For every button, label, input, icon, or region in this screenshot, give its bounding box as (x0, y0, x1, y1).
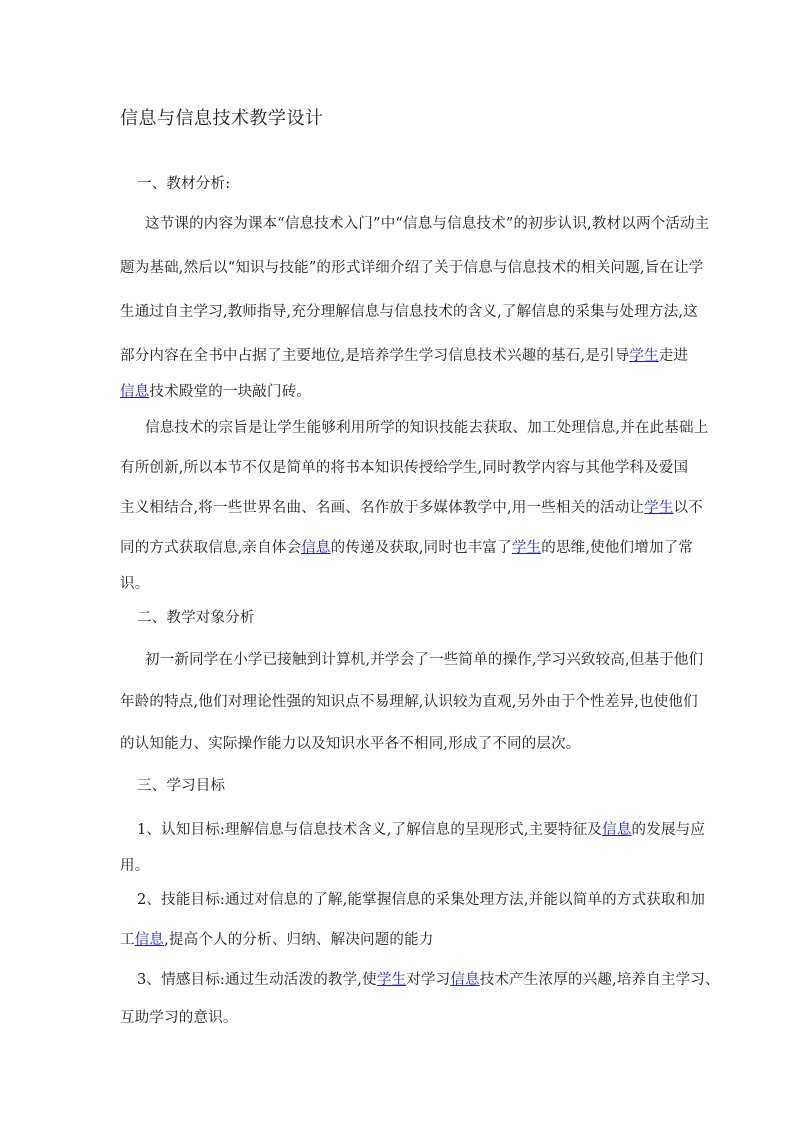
objective-line: 用。 (120, 858, 150, 874)
section-heading-objectives: 三、学习目标 (137, 778, 226, 794)
paragraph-line: 生通过自主学习,教师指导,充分理解信息与信息技术的含义,了解信息的采集与处理方法,这 (120, 304, 698, 320)
paragraph-line: 信息技术的宗旨是让学生能够利用所学的知识技能去获取、加工处理信息,并在此基础上 (145, 420, 709, 436)
paragraph-line: 有所创新,所以本节不仅是简单的将书本知识传授给学生,同时教学内容与其他学科及爱国 (120, 460, 689, 476)
text-run: 3、情感目标:通过生动活泼的教学,使 (137, 972, 377, 988)
objective-line (137, 818, 705, 839)
text-run: 工 (120, 932, 135, 948)
text-run: ,提高个人的分析、归纳、解决问题的能力 (164, 932, 434, 948)
text-run: 对学习 (406, 972, 451, 988)
objective-line (137, 968, 720, 989)
text-run: 同的方式获取信息,亲自体会 (120, 540, 302, 556)
paragraph-line: 题为基础,然后以“知识与技能”的形式详细介绍了关于信息与信息技术的相关问题,旨在让学 (120, 260, 704, 276)
text-run: 1、认知目标:理解信息与信息技术含义,了解信息的呈现形式,主要特征及 (137, 822, 603, 838)
text-run: 的思维,使他们增加了常 (541, 540, 694, 556)
text-run: 走进 (658, 348, 689, 364)
paragraph-line: 年龄的特点,他们对理论性强的知识点不易理解,认识较为直观,另外由于个性差异,也使他们 (120, 694, 698, 710)
text-run: 技术产生浓厚的兴趣,培养自主学习、 (479, 972, 720, 988)
link-information[interactable]: 信息 (134, 932, 165, 948)
text-run: 主义相结合,将一些世界名曲、名画、名作放于多媒体教学中,用一些相关的活动让 (120, 500, 645, 516)
paragraph-line (120, 496, 703, 517)
section-heading-materials: 一、教材分析: (137, 176, 231, 192)
paragraph-line: 识。 (120, 576, 150, 592)
paragraph-line (120, 380, 311, 401)
paragraph-line: 这节课的内容为课本“信息技术入门”中“信息与信息技术”的初步认识,教材以两个活动主 (145, 216, 710, 232)
link-students[interactable]: 学生 (376, 972, 407, 988)
text-run: 以不 (673, 500, 703, 516)
objective-line (120, 928, 434, 949)
paragraph-line: 初一新同学在小学已接触到计算机,并学会了一些简单的操作,学习兴致较高,但基于他们 (145, 652, 704, 668)
objective-line: 互助学习的意识。 (120, 1010, 238, 1026)
link-students[interactable]: 学生 (644, 500, 674, 516)
link-students[interactable]: 学生 (629, 348, 659, 364)
link-students[interactable]: 学生 (511, 540, 542, 556)
link-information[interactable]: 信息 (450, 972, 480, 988)
text-run: 的发展与应 (631, 822, 706, 838)
paragraph-line (120, 536, 693, 557)
section-heading-learners: 二、教学对象分析 (137, 610, 255, 626)
objective-line: 2、技能目标:通过对信息的了解,能掌握信息的采集处理方法,并能以简单的方式获取和加 (137, 892, 706, 908)
text-run: 的传递及获取,同时也丰富了 (330, 540, 512, 556)
link-information[interactable]: 信息 (602, 822, 632, 838)
text-run: 部分内容在全书中占据了主要地位,是培养学生学习信息技术兴趣的基石,是引导 (120, 348, 630, 364)
link-information[interactable]: 信息 (120, 384, 150, 400)
link-information[interactable]: 信息 (301, 540, 331, 556)
paragraph-line: 的认知能力、实际操作能力以及知识水平各不相同,形成了不同的层次。 (120, 736, 581, 752)
paragraph-line (120, 344, 688, 365)
document-title: 信息与信息技术教学设计 (120, 108, 324, 129)
text-run: 技术殿堂的一块敲门砖。 (149, 384, 312, 400)
